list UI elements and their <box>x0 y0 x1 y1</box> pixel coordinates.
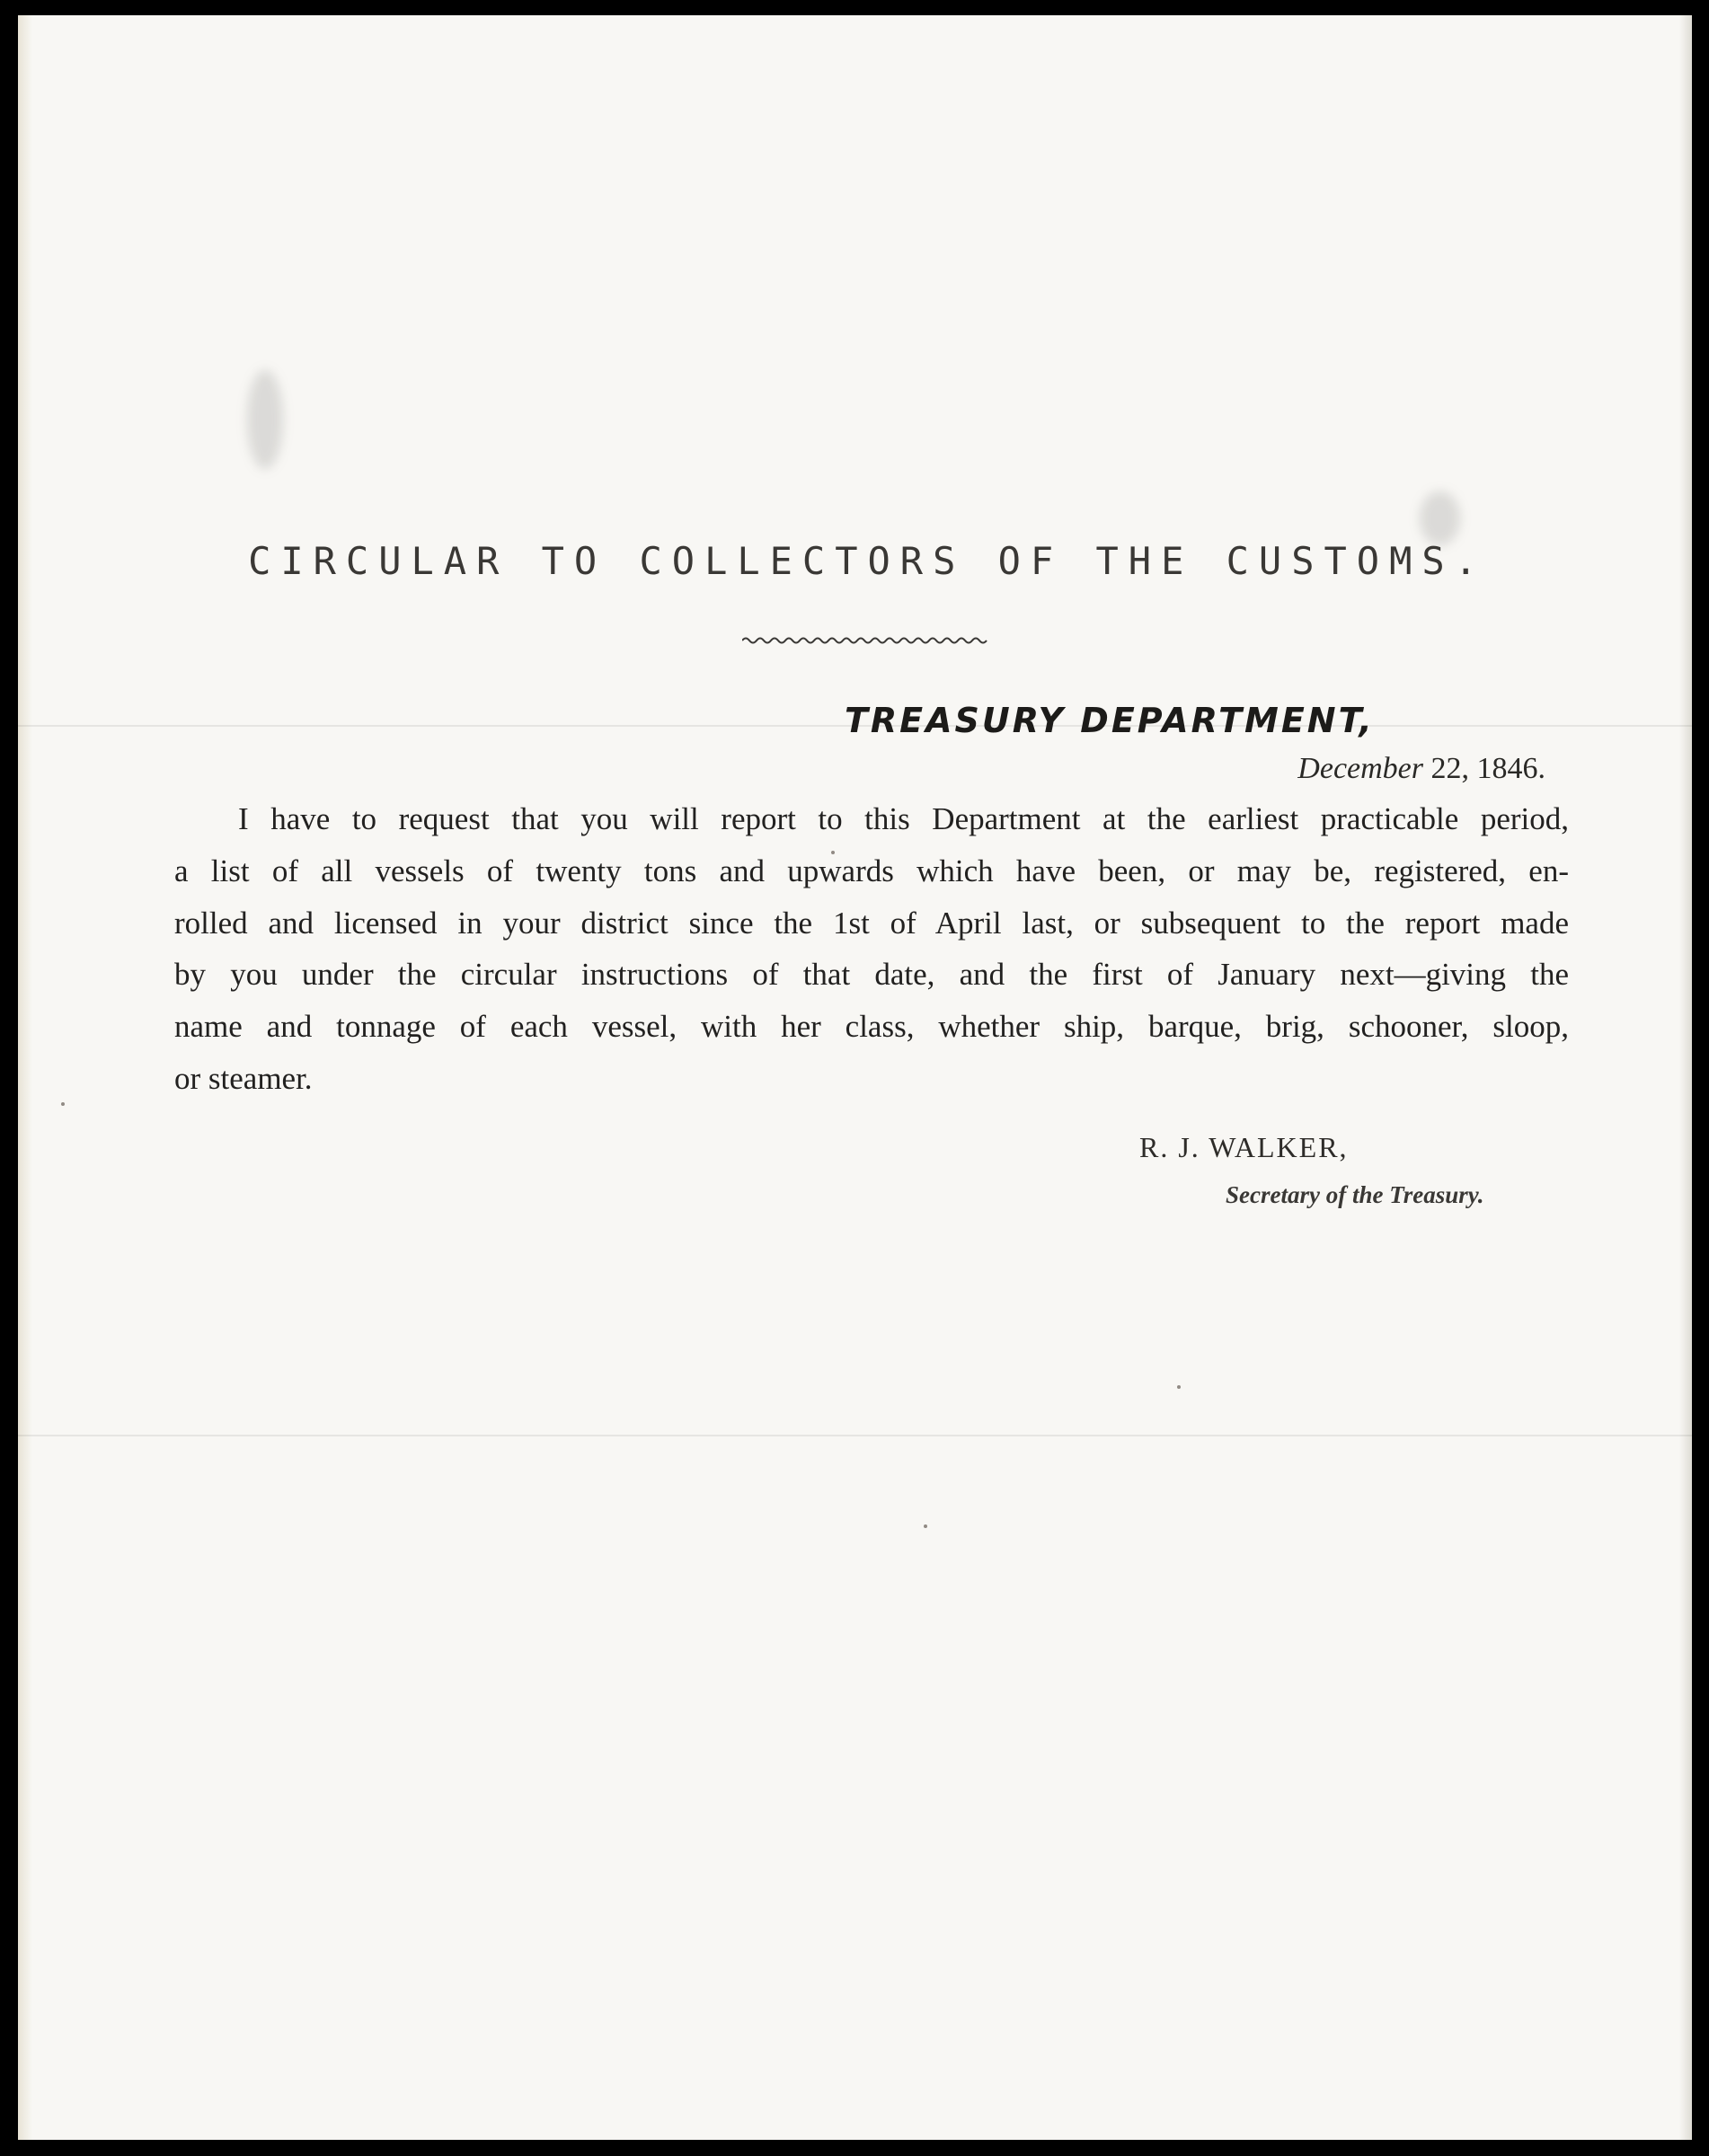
ink-smudge-title-right <box>1420 491 1460 545</box>
body-line: or steamer. <box>174 1060 313 1096</box>
circular-body <box>174 793 1569 1105</box>
paper-left-edge <box>18 15 32 2140</box>
paper-speck <box>924 1524 927 1528</box>
body-line: I have to request that you will report to this Department at the earliest practicable period, <box>238 801 1569 836</box>
circular-date <box>1297 752 1545 786</box>
body-line: rolled and licensed in your district since the 1st of April last, or subsequent to the report made <box>174 905 1569 941</box>
signer-name: R. J. WALKER, <box>1139 1131 1349 1163</box>
document-title: CIRCULAR TO COLLECTORS OF THE CUSTOMS. <box>248 539 1487 583</box>
paper-speck <box>1177 1385 1181 1389</box>
body-line: by you under the circular instructions of that date, and the first of January next—giving the <box>174 957 1569 993</box>
body-line: name and tonnage of each vessel, with her class, whether ship, barque, brig, schooner, sloop, <box>174 1009 1569 1045</box>
paper-speck <box>61 1102 65 1106</box>
date-day-year: 22, 1846. <box>1423 752 1545 785</box>
fold-line-lower <box>18 1435 1692 1436</box>
document-sheet <box>18 15 1692 2140</box>
ink-smudge-upper-left <box>247 370 283 469</box>
date-month: December <box>1297 752 1423 785</box>
paper-right-edge <box>1679 15 1692 2140</box>
body-line: a list of all vessels of twenty tons and upwards which have been, or may be, registered, en- <box>174 853 1569 888</box>
signer-title: Secretary of the Treasury. <box>1226 1181 1484 1208</box>
department-heading: TREASURY DEPARTMENT, <box>845 701 1375 740</box>
decorative-wavy-rule <box>742 633 992 648</box>
